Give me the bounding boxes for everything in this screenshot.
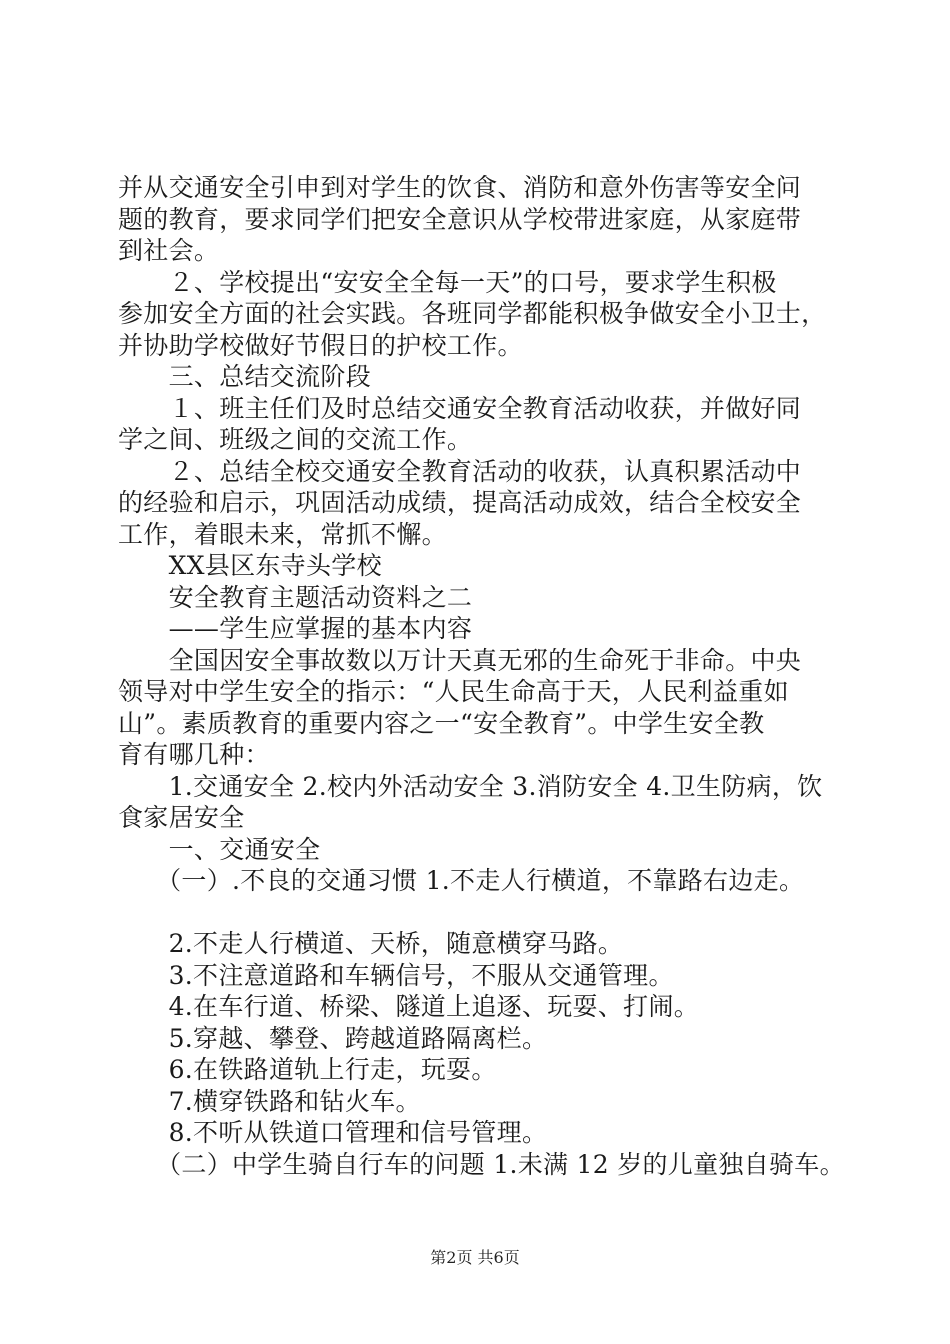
- list-item: 6.在铁路道轨上行走，玩耍。: [118, 1055, 497, 1084]
- list-item: 3.不注意道路和车辆信号，不服从交通管理。: [118, 960, 674, 990]
- document-title: 安全教育主题活动资料之二: [118, 582, 473, 612]
- text-line: ２、总结全校交通安全教育活动的收获，认真积累活动中: [118, 456, 802, 486]
- list-item: 7.横穿铁路和钻火车。: [118, 1086, 421, 1116]
- document-subtitle: ——学生应掌握的基本内容: [118, 614, 473, 643]
- list-item: 4.在车行道、桥梁、隧道上追逐、玩耍、打闹。: [118, 992, 700, 1021]
- text-line: 食家居安全: [118, 803, 245, 832]
- text-line: 题的教育，要求同学们把安全意识从学校带进家庭，从家庭带: [118, 204, 802, 234]
- text-line: 并协助学校做好节假日的护校工作。: [118, 330, 523, 360]
- page-number: 第2页 共6页: [430, 1248, 520, 1267]
- blank-line: [118, 897, 848, 929]
- school-name: XX县区东寺头学校: [118, 551, 382, 580]
- text-line: 的经验和启示，巩固活动成绩，提高活动成效，结合全校安全: [118, 488, 802, 517]
- text-line: 工作，着眼未来，常抓不懈。: [118, 519, 447, 549]
- text-line: 1.交通安全 2.校内外活动安全 3.消防安全 4.卫生防病，饮: [118, 771, 823, 801]
- text-line: 并从交通安全引申到对学生的饮食、消防和意外伤害等安全问: [118, 173, 802, 202]
- list-item: 8.不听从铁道口管理和信号管理。: [118, 1118, 548, 1147]
- text-line: 领导对中学生安全的指示：“人民生命高于天，人民利益重如: [118, 677, 789, 706]
- text-line: （二）中学生骑自行车的问题 1.未满 12 岁的儿童独自骑车。: [118, 1149, 845, 1179]
- text-line: 山”。素质教育的重要内容之一“安全教育”。中学生安全教: [118, 708, 765, 738]
- text-line: ２、学校提出“安安全全每一天”的口号，要求学生积极: [118, 267, 777, 297]
- text-line: 参加安全方面的社会实践。各班同学都能积极争做安全小卫士，: [118, 299, 827, 328]
- text-line: （一）.不良的交通习惯 1.不走人行横道，不靠路右边走。: [118, 866, 805, 895]
- text-line: 学之间、班级之间的交流工作。: [118, 425, 473, 454]
- text-line: １、班主任们及时总结交通安全教育活动收获，并做好同: [118, 393, 802, 423]
- text-line: 育有哪几种：: [118, 740, 270, 769]
- list-item: 2.不走人行横道、天桥，随意横穿马路。: [118, 929, 624, 958]
- document-body: [118, 172, 848, 1180]
- text-line: 到社会。: [118, 236, 220, 265]
- section-heading: 一、交通安全: [118, 834, 321, 864]
- list-item: 5.穿越、攀登、跨越道路隔离栏。: [118, 1023, 548, 1053]
- section-heading: 三、总结交流阶段: [118, 362, 372, 391]
- text-line: 全国因安全事故数以万计天真无邪的生命死于非命。中央: [118, 645, 802, 675]
